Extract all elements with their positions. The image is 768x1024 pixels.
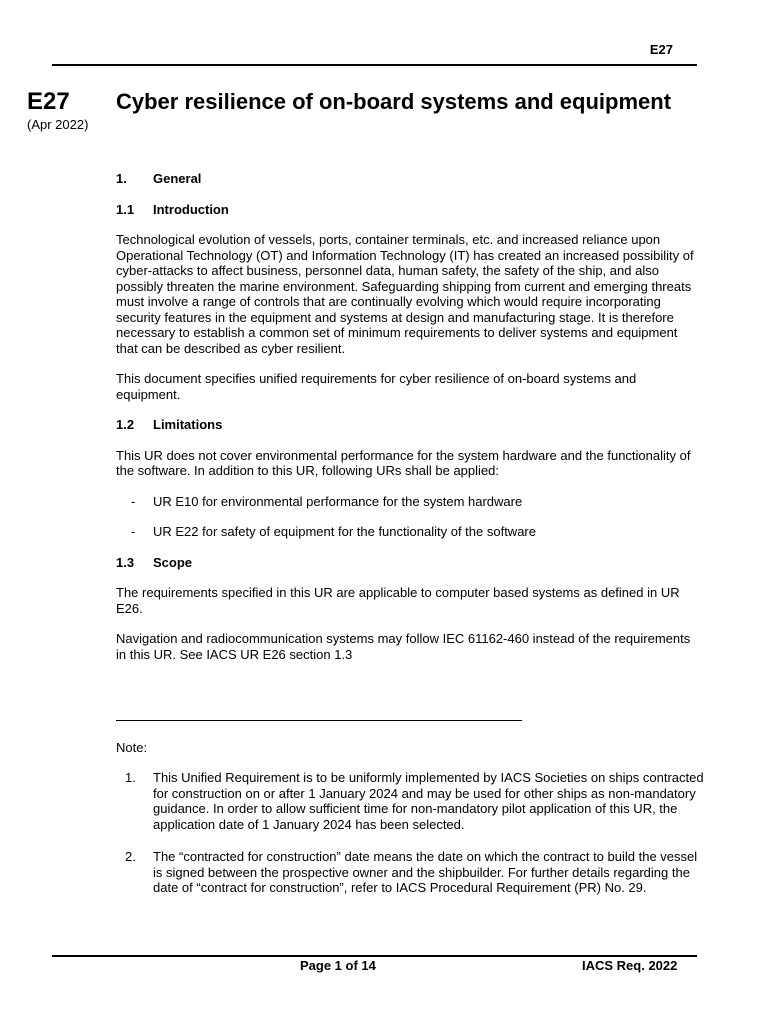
section-title: Scope	[153, 554, 193, 570]
page-number: Page 1 of 14	[300, 958, 376, 973]
footer-rule	[52, 955, 697, 957]
note-label: Note:	[116, 740, 148, 755]
scope-paragraph-2: Navigation and radiocommunication systems may follow IEC 61162-460 instead of the requirements in this UR. See IACS UR E26 section 1.3	[116, 631, 691, 662]
note-item	[116, 770, 706, 832]
note-text: This Unified Requirement is to be uniformly implemented by IACS Societies on ships contracted for construction on or after 1 January 2024 and may be used for other ships as non-mandatory guidance. In order to allow sufficient time for non-mandatory pilot application of this UR, the application date of 1 January 2024 has been selected.	[153, 770, 704, 832]
section-number: 1.1	[116, 201, 135, 217]
note-number: 2.	[125, 849, 136, 864]
doc-date: (Apr 2022)	[27, 117, 89, 132]
list-item-text: UR E22 for safety of equipment for the functionality of the software	[153, 524, 536, 539]
section-number: 1.2	[116, 417, 135, 432]
list-item	[116, 494, 701, 510]
doc-title: Cyber resilience of on-board systems and equipment	[116, 89, 672, 114]
header-rule	[52, 64, 697, 66]
list-item	[116, 524, 701, 540]
list-item-text: UR E10 for environmental performance for the system hardware	[153, 493, 523, 509]
section-title: Introduction	[153, 201, 229, 217]
section-1-heading	[116, 171, 701, 187]
limitations-paragraph: This UR does not cover environmental performance for the system hardware and the functionality of the software. In addition to this UR, following URs shall be applied:	[116, 447, 691, 478]
scope-paragraph-1: The requirements specified in this UR are applicable to computer based systems as defined in UR E26.	[116, 585, 680, 616]
section-1-3-heading	[116, 555, 701, 571]
section-title: General	[153, 171, 202, 186]
header-doc-code: E27	[649, 42, 673, 57]
dash-marker: -	[131, 493, 136, 509]
section-1-2-heading	[116, 417, 701, 433]
document-body	[116, 171, 701, 677]
section-1-1-heading	[116, 202, 701, 218]
section-number: 1.3	[116, 554, 135, 570]
note-number: 1.	[125, 770, 136, 785]
notes-list	[116, 770, 706, 913]
section-title: Limitations	[153, 417, 223, 432]
footnote-separator	[116, 720, 522, 721]
limitations-list	[116, 494, 701, 540]
dash-marker: -	[131, 524, 136, 539]
introduction-paragraph-1: Technological evolution of vessels, ports, container terminals, etc. and increased reliance upon Operational Technology (OT) and Information Technology (IT) has created an increased possibility of cyber-attacks to affect business, personnel data, human safety, the safety of the ship, and also possibly threaten the marine environment. Safeguarding shipping from current and emerging threats must involve a range of controls that are continually evolving which would require incorporating security features in the equipment and systems at design and manufacturing stage. It is therefore necessary to establish a common set of minimum requirements to deliver systems and equipment that can be described as cyber resilient.	[116, 232, 694, 356]
introduction-paragraph-2: This document specifies unified requirements for cyber resilience of on-board systems and equipment.	[116, 371, 637, 402]
section-number: 1.	[116, 171, 127, 186]
note-text: The “contracted for construction” date means the date on which the contract to build the vessel is signed between the prospective owner and the shipbuilder. For further details regarding the date of “contract for construction”, refer to IACS Procedural Requirement (PR) No. 29.	[153, 849, 698, 895]
note-item	[116, 849, 706, 896]
footer-org: IACS Req. 2022	[582, 958, 678, 973]
doc-code: E27	[27, 88, 70, 115]
